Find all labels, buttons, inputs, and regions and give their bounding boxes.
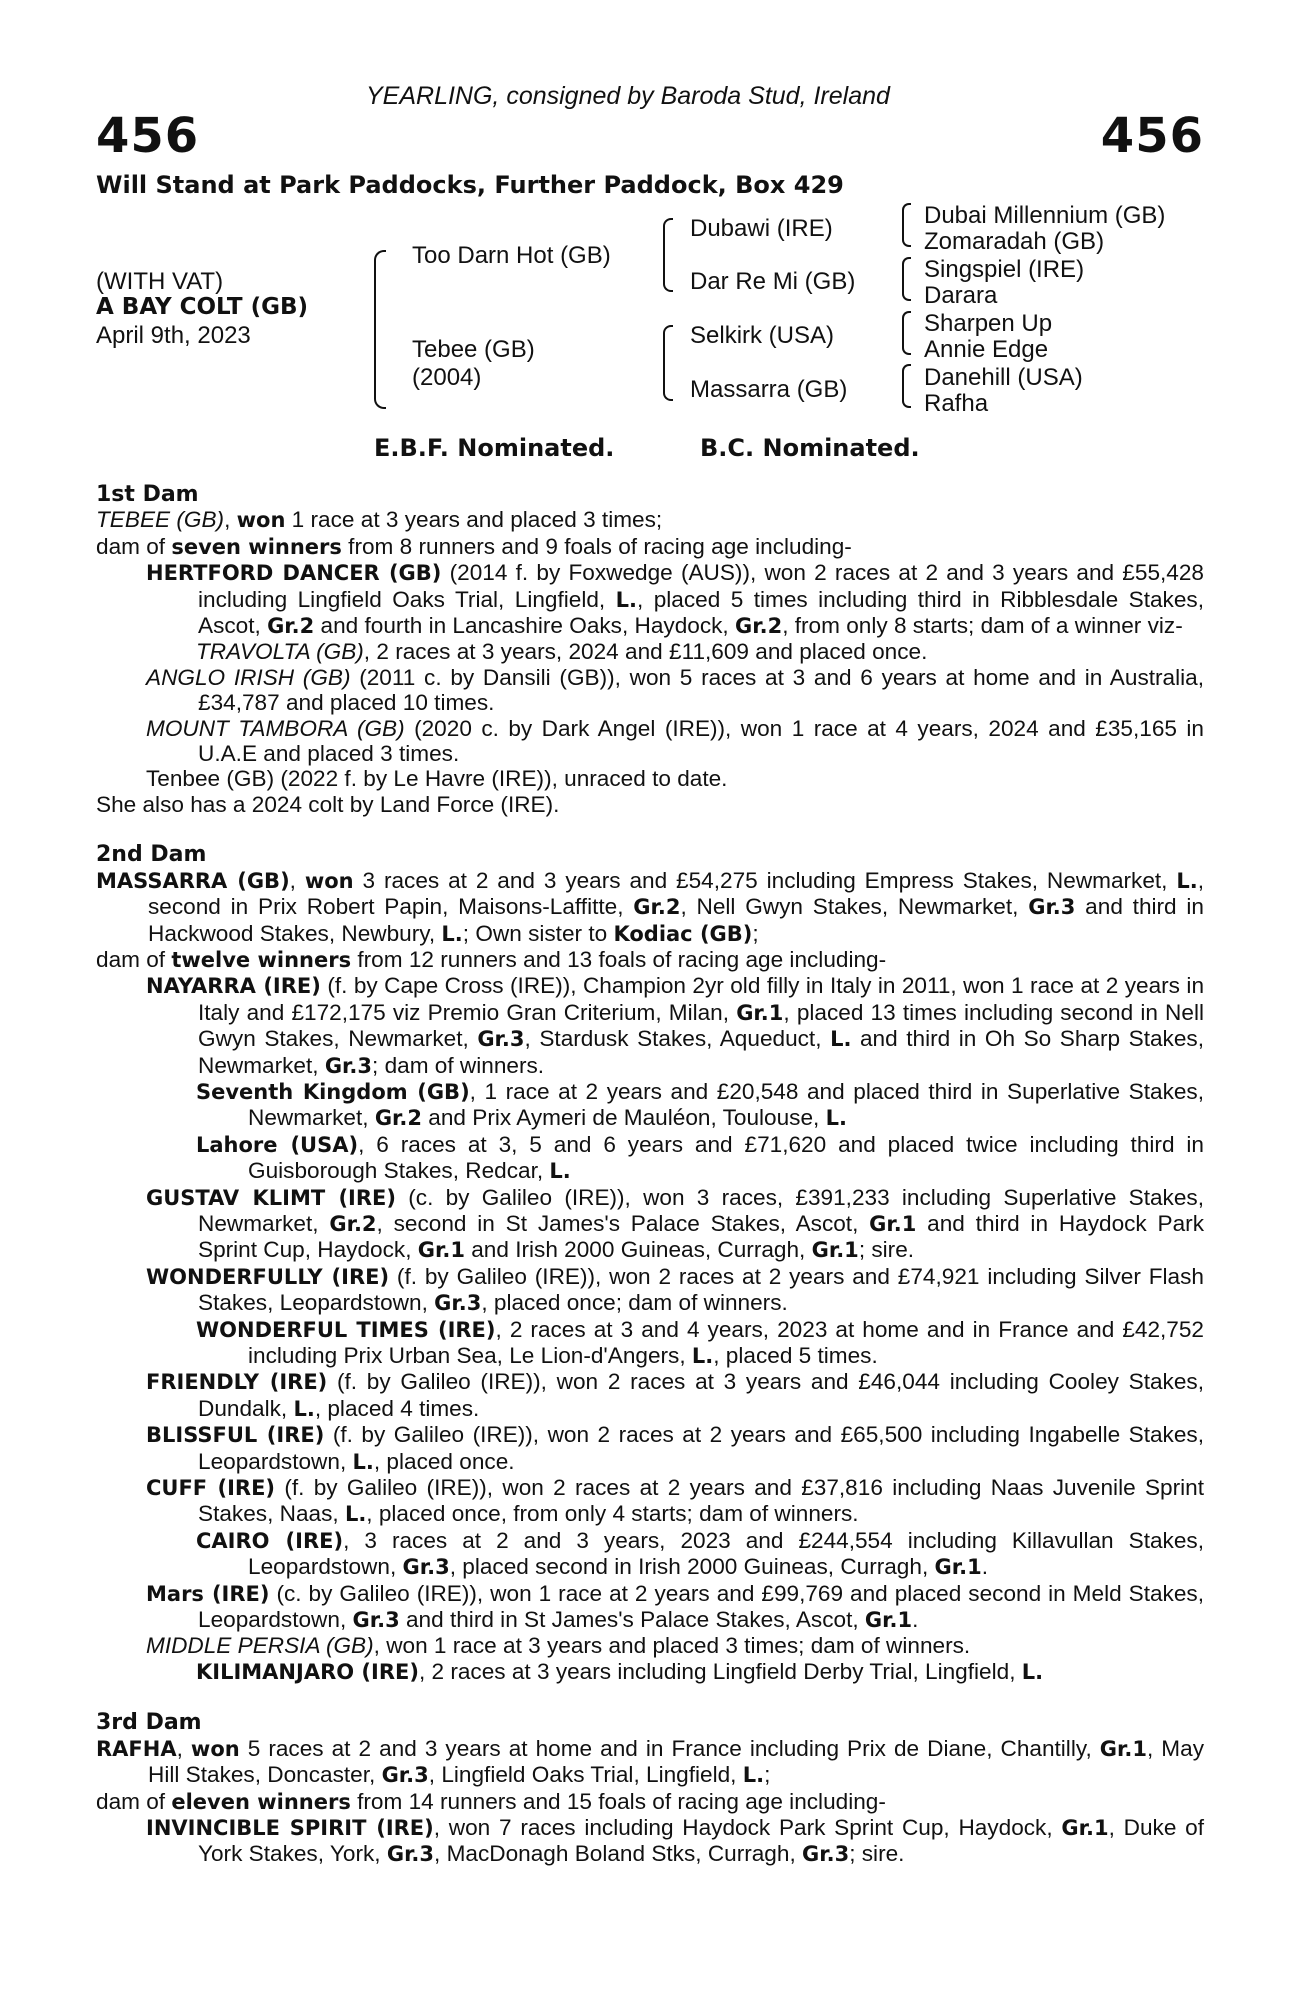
text: 5 races at 2 and 3 years at home and in France including Prix de Diane, Chantilly, bbox=[239, 1735, 1100, 1761]
winners-count: twelve winners bbox=[171, 947, 352, 972]
text: dam of bbox=[96, 946, 172, 972]
grade-label: Gr.1 bbox=[864, 1608, 913, 1633]
text: , second in Prix Robert Papin, Maisons-Laffitte, bbox=[148, 867, 1204, 920]
text: , 3 races at 2 and 3 years, 2023 and £244,554 including Killavullan Stakes, Leopardstown, bbox=[248, 1527, 1204, 1580]
produce-entry bbox=[96, 1633, 1204, 1658]
pedigree-brace-main bbox=[374, 250, 386, 409]
produce-name: MIDDLE PERSIA (GB) bbox=[146, 1633, 374, 1659]
text: ; dam of winners. bbox=[372, 1052, 545, 1078]
first-dam-record: TEBEE (GB), won 1 race at 3 years and placed 3 times; bbox=[96, 507, 663, 533]
second-dam-produce-summary bbox=[96, 947, 1204, 973]
grade-label: Gr.3 bbox=[381, 1763, 429, 1788]
record-text: 1 race at 3 years and placed 3 times; bbox=[285, 507, 663, 533]
sire-dam: Dar Re Mi (GB) bbox=[690, 268, 856, 295]
text: (f. by Galileo (IRE)), won 2 races at 2 years and £65,500 including Ingabelle Stakes, Leopardstown, bbox=[198, 1422, 1204, 1474]
second-dam-heading: 2nd Dam bbox=[96, 842, 207, 868]
granddam-6: Annie Edge bbox=[924, 336, 1049, 363]
text: , placed 5 times including third in Ribblesdale Stakes, Ascot, bbox=[198, 586, 1204, 639]
text: , 2 races at 3 years, 2024 and £11,609 and placed once. bbox=[363, 639, 928, 665]
grade-label: Gr.2 bbox=[633, 895, 681, 920]
text: , placed once. bbox=[373, 1448, 515, 1474]
produce-name: Seventh Kingdom (GB) bbox=[196, 1079, 470, 1104]
granddam-2: Zomaradah (GB) bbox=[924, 228, 1105, 255]
third-dam-produce-summary bbox=[96, 1789, 1204, 1815]
listed-label: L. bbox=[825, 1106, 847, 1131]
pedigree-brace-g1 bbox=[902, 203, 911, 247]
dam-name: TEBEE (GB) bbox=[96, 507, 225, 533]
produce-name: INVINCIBLE SPIRIT (IRE) bbox=[146, 1815, 434, 1840]
pedigree-brace-g3 bbox=[902, 311, 911, 355]
produce-entry bbox=[96, 1581, 1204, 1634]
dam-name: RAFHA bbox=[96, 1736, 177, 1761]
produce-sub-entry bbox=[96, 1659, 1204, 1685]
grandsire-5: Sharpen Up bbox=[924, 310, 1053, 337]
produce-name: CUFF (IRE) bbox=[146, 1476, 276, 1501]
grade-label: Gr.1 bbox=[1099, 1736, 1147, 1761]
sire-sire: Dubawi (IRE) bbox=[690, 215, 833, 242]
stand-location: Will Stand at Park Paddocks, Further Paddock, Box 429 bbox=[96, 171, 844, 199]
text: dam of bbox=[96, 1788, 172, 1814]
dam-name: MASSARRA (GB) bbox=[96, 868, 290, 893]
text: . bbox=[981, 1554, 988, 1580]
text: and third in Haydock Park Sprint Cup, Haydock, bbox=[198, 1210, 1204, 1263]
dam-sire: Selkirk (USA) bbox=[690, 322, 835, 349]
text: (2014 f. by Foxwedge (AUS)), won 2 races at 2 and 3 years and £55,428 including Lingfield Oaks Trial, Lingfield, bbox=[198, 560, 1204, 612]
produce-name: CAIRO (IRE) bbox=[196, 1528, 344, 1553]
grandsire-3: Singspiel (IRE) bbox=[924, 256, 1085, 283]
text: , from only 8 starts; dam of a winner viz- bbox=[782, 613, 1183, 639]
produce-entry bbox=[96, 1264, 1204, 1317]
granddam-4: Darara bbox=[924, 282, 998, 309]
horse-name: A BAY COLT (GB) bbox=[96, 294, 309, 320]
ebf-nomination: E.B.F. Nominated. bbox=[374, 434, 615, 462]
produce-entry bbox=[96, 1185, 1204, 1264]
text: ; sire. bbox=[858, 1237, 915, 1263]
bc-nomination: B.C. Nominated. bbox=[700, 434, 920, 462]
text: , May Hill Stakes, Doncaster, bbox=[148, 1735, 1204, 1788]
pedigree-brace-dam bbox=[663, 325, 673, 401]
text: and third in St James's Palace Stakes, Ascot, bbox=[399, 1607, 865, 1633]
grade-label: Gr.3 bbox=[324, 1053, 373, 1078]
listed-label: L. bbox=[344, 1502, 367, 1527]
listed-label: L. bbox=[615, 587, 637, 612]
text: and Prix Aymeri de Mauléon, Toulouse, bbox=[422, 1105, 826, 1131]
pedigree-brace-g2 bbox=[902, 257, 911, 301]
text: ; Own sister to bbox=[462, 920, 614, 946]
lot-number-left: 456 bbox=[96, 108, 200, 164]
produce-name: HERTFORD DANCER (GB) bbox=[146, 561, 442, 586]
produce-name: TRAVOLTA (GB) bbox=[196, 639, 364, 665]
text: 3 races at 2 and 3 years and £54,275 including Empress Stakes, Newmarket, bbox=[353, 867, 1177, 893]
sire: Too Darn Hot (GB) bbox=[412, 242, 611, 269]
won-label: won bbox=[236, 508, 286, 533]
text: and Irish 2000 Guineas, Curragh, bbox=[464, 1237, 812, 1263]
produce-sub-entry bbox=[96, 1079, 1204, 1132]
text: ; bbox=[752, 920, 759, 946]
produce-entry bbox=[96, 1475, 1204, 1528]
produce-name: GUSTAV KLIMT (IRE) bbox=[146, 1185, 396, 1210]
grade-label: Gr.1 bbox=[811, 1238, 859, 1263]
listed-label: L. bbox=[549, 1159, 571, 1184]
grade-label: Gr.3 bbox=[802, 1842, 850, 1867]
produce-entry bbox=[96, 766, 1204, 791]
produce-name: Mars (IRE) bbox=[146, 1581, 270, 1606]
catalogue-body bbox=[96, 482, 1204, 1868]
produce-name: WONDERFULLY (IRE) bbox=[146, 1264, 390, 1289]
grade-label: Gr.1 bbox=[736, 1000, 784, 1025]
listed-label: L. bbox=[691, 1344, 714, 1368]
produce-sub-entry bbox=[96, 1528, 1204, 1581]
grade-label: Gr.3 bbox=[402, 1555, 450, 1580]
text: , 2 races at 3 years including Lingfield Derby Trial, Lingfield, bbox=[418, 1658, 1022, 1684]
listed-label: L. bbox=[742, 1763, 765, 1788]
produce-entry bbox=[96, 716, 1204, 767]
produce-sub-entry bbox=[96, 1132, 1204, 1185]
produce-sub-entry bbox=[96, 639, 1204, 664]
pedigree-brace-g4 bbox=[902, 364, 911, 408]
third-dam-record: RAFHA, won 5 races at 2 and 3 years at home and in France including Prix de Diane, Chantilly, Gr.1, May Hill Stakes, Doncaster, Gr.3, Lingfield Oaks Trial, Lingfield, L.; bbox=[96, 1735, 1204, 1788]
text: , placed once; dam of winners. bbox=[481, 1290, 788, 1316]
text: , placed 13 times including second in Nell Gwyn Stakes, Newmarket, bbox=[198, 999, 1204, 1052]
text: , 6 races at 3, 5 and 6 years and £71,620 and placed twice including third in Guisborough Stakes, Redcar, bbox=[248, 1131, 1204, 1184]
dam-dam: Massarra (GB) bbox=[690, 376, 848, 403]
produce-sub-entry bbox=[96, 1317, 1204, 1370]
text: ; bbox=[764, 1762, 771, 1788]
text: and third in Hackwood Stakes, Newbury, bbox=[148, 894, 1204, 946]
grade-label: Gr.3 bbox=[434, 1291, 482, 1316]
text: , 2 races at 3 and 4 years, 2023 at home and in France and £42,752 including Prix Urban Sea, Le Lion-d'Angers, bbox=[248, 1316, 1204, 1368]
grandsire-7: Danehill (USA) bbox=[924, 364, 1083, 391]
text: and fourth in Lancashire Oaks, Haydock, bbox=[314, 613, 735, 639]
grade-label: Gr.3 bbox=[386, 1842, 435, 1867]
listed-label: L. bbox=[441, 921, 463, 946]
sibling-name: Kodiac (GB) bbox=[613, 921, 753, 946]
third-dam-heading: 3rd Dam bbox=[96, 1710, 202, 1736]
listed-label: L. bbox=[830, 1027, 852, 1052]
text: ; sire. bbox=[849, 1841, 905, 1867]
grade-label: Gr.1 bbox=[934, 1555, 982, 1580]
text: , placed 5 times. bbox=[713, 1343, 878, 1368]
text: , Lingfield Oaks Trial, Lingfield, bbox=[428, 1762, 743, 1788]
grandsire-1: Dubai Millennium (GB) bbox=[924, 202, 1166, 229]
produce-entry bbox=[96, 973, 1204, 1079]
text: , Stardusk Stakes, Aqueduct, bbox=[524, 1026, 831, 1052]
text: (f. by Cape Cross (IRE)), Champion 2yr old filly in Italy in 2011, won 1 race at 2 years in Italy and £172,175 viz Premio Gran Criterium, Milan, bbox=[198, 973, 1205, 1025]
text: Tenbee (GB) (2022 f. by Le Havre (IRE)), unraced to date. bbox=[146, 766, 728, 792]
produce-name: FRIENDLY (IRE) bbox=[146, 1370, 328, 1395]
second-dam-record: MASSARRA (GB), won 3 races at 2 and 3 years and £54,275 including Empress Stakes, Newmarket, L., second in Prix Robert Papin, Maisons-Laffitte, Gr.2, Nell Gwyn Stakes, Newmarket, Gr.3 and third in Hackwood Stakes, Newbury, L.; Own sister to Kodiac (GB); bbox=[96, 867, 1204, 946]
produce-entry bbox=[96, 1369, 1204, 1422]
listed-label: L. bbox=[1021, 1659, 1044, 1684]
text: and third in Oh So Sharp Stakes, Newmarket, bbox=[198, 1026, 1204, 1078]
grade-label: Gr.2 bbox=[329, 1211, 377, 1236]
produce-entry bbox=[96, 665, 1204, 716]
produce-name: ANGLO IRISH (GB) bbox=[146, 664, 351, 690]
first-dam-heading: 1st Dam bbox=[96, 482, 199, 507]
grade-label: Gr.2 bbox=[374, 1106, 423, 1131]
text: from 14 runners and 15 foals of racing age including- bbox=[350, 1788, 886, 1814]
produce-entry bbox=[96, 1815, 1204, 1868]
text: (2020 c. by Dark Angel (IRE)), won 1 race at 4 years, 2024 and £35,165 in U.A.E and placed 3 times. bbox=[198, 715, 1204, 767]
produce-name: NAYARRA (IRE) bbox=[146, 974, 321, 999]
text: from 8 runners and 9 foals of racing age including- bbox=[341, 533, 852, 559]
text: , Nell Gwyn Stakes, Newmarket, bbox=[680, 894, 1029, 920]
text: , won 7 races including Haydock Park Sprint Cup, Haydock, bbox=[433, 1814, 1062, 1840]
produce-name: BLISSFUL (IRE) bbox=[146, 1423, 325, 1448]
won-label: won bbox=[304, 868, 354, 893]
text: (c. by Galileo (IRE)), won 3 races, £391,233 including Superlative Stakes, Newmarket, bbox=[198, 1184, 1204, 1236]
grade-label: Gr.2 bbox=[267, 614, 315, 639]
produce-entry bbox=[96, 1422, 1204, 1475]
text: , placed second in Irish 2000 Guineas, Curragh, bbox=[449, 1554, 935, 1580]
lot-number-right: 456 bbox=[1100, 108, 1204, 164]
grade-label: Gr.3 bbox=[352, 1608, 400, 1633]
produce-name: Lahore (USA) bbox=[196, 1132, 359, 1157]
vat-note: (WITH VAT) bbox=[96, 268, 224, 295]
text: , placed 4 times. bbox=[314, 1395, 480, 1421]
granddam-8: Rafha bbox=[924, 390, 989, 417]
text: from 12 runners and 13 foals of racing age including- bbox=[351, 946, 887, 972]
won-label: won bbox=[190, 1736, 240, 1761]
text: , MacDonagh Boland Stks, Curragh, bbox=[434, 1841, 802, 1867]
grade-label: Gr.3 bbox=[1028, 895, 1076, 920]
text: , won 1 race at 3 years and placed 3 times; dam of winners. bbox=[373, 1633, 971, 1659]
pedigree-brace-sire bbox=[663, 218, 673, 292]
text: (c. by Galileo (IRE)), won 1 race at 2 years and £99,769 and placed second in Meld Stakes, Leopardstown, bbox=[198, 1580, 1204, 1633]
grade-label: Gr.3 bbox=[477, 1027, 525, 1052]
first-dam-produce-summary bbox=[96, 534, 1204, 560]
text: , 1 race at 2 years and £20,548 and placed third in Superlative Stakes, Newmarket, bbox=[248, 1078, 1205, 1131]
grade-label: Gr.1 bbox=[417, 1238, 465, 1263]
dam-year: (2004) bbox=[412, 364, 482, 391]
text: , second in St James's Palace Stakes, Ascot, bbox=[376, 1210, 870, 1236]
produce-name: MOUNT TAMBORA (GB) bbox=[146, 715, 405, 741]
horse-dob: April 9th, 2023 bbox=[96, 322, 251, 349]
text: . bbox=[912, 1607, 919, 1633]
also-note: She also has a 2024 colt by Land Force (IRE). bbox=[96, 791, 560, 817]
produce-name: KILIMANJARO (IRE) bbox=[196, 1659, 419, 1684]
listed-label: L. bbox=[293, 1396, 315, 1421]
grade-label: Gr.1 bbox=[869, 1211, 917, 1236]
dam: Tebee (GB) bbox=[412, 336, 535, 363]
text: dam of bbox=[96, 533, 172, 559]
produce-entry bbox=[96, 560, 1204, 639]
text: (f. by Galileo (IRE)), won 2 races at 3 years and £46,044 including Cooley Stakes, Dundalk, bbox=[198, 1369, 1204, 1421]
listed-label: L. bbox=[352, 1449, 374, 1474]
text: (f. by Galileo (IRE)), won 2 races at 2 years and £74,921 including Silver Flash Stakes, Leopardstown, bbox=[198, 1263, 1204, 1316]
grade-label: Gr.1 bbox=[1061, 1815, 1109, 1840]
text: , placed once, from only 4 starts; dam of winners. bbox=[366, 1501, 859, 1527]
winners-count: eleven winners bbox=[171, 1789, 351, 1814]
text: , Duke of York Stakes, York, bbox=[198, 1814, 1204, 1867]
sale-subtitle: YEARLING, consigned by Baroda Stud, Ireland bbox=[366, 82, 890, 110]
text: (f. by Galileo (IRE)), won 2 races at 2 years and £37,816 including Naas Juvenile Sprint Stakes, Naas, bbox=[198, 1475, 1204, 1527]
winners-count: seven winners bbox=[171, 534, 342, 559]
produce-name: WONDERFUL TIMES (IRE) bbox=[196, 1317, 496, 1342]
text: (2011 c. by Dansili (GB)), won 5 races at 3 and 6 years at home and in Australia, £34,787 and placed 10 times. bbox=[198, 664, 1204, 716]
grade-label: Gr.2 bbox=[735, 614, 783, 639]
listed-label: L. bbox=[1176, 868, 1198, 893]
